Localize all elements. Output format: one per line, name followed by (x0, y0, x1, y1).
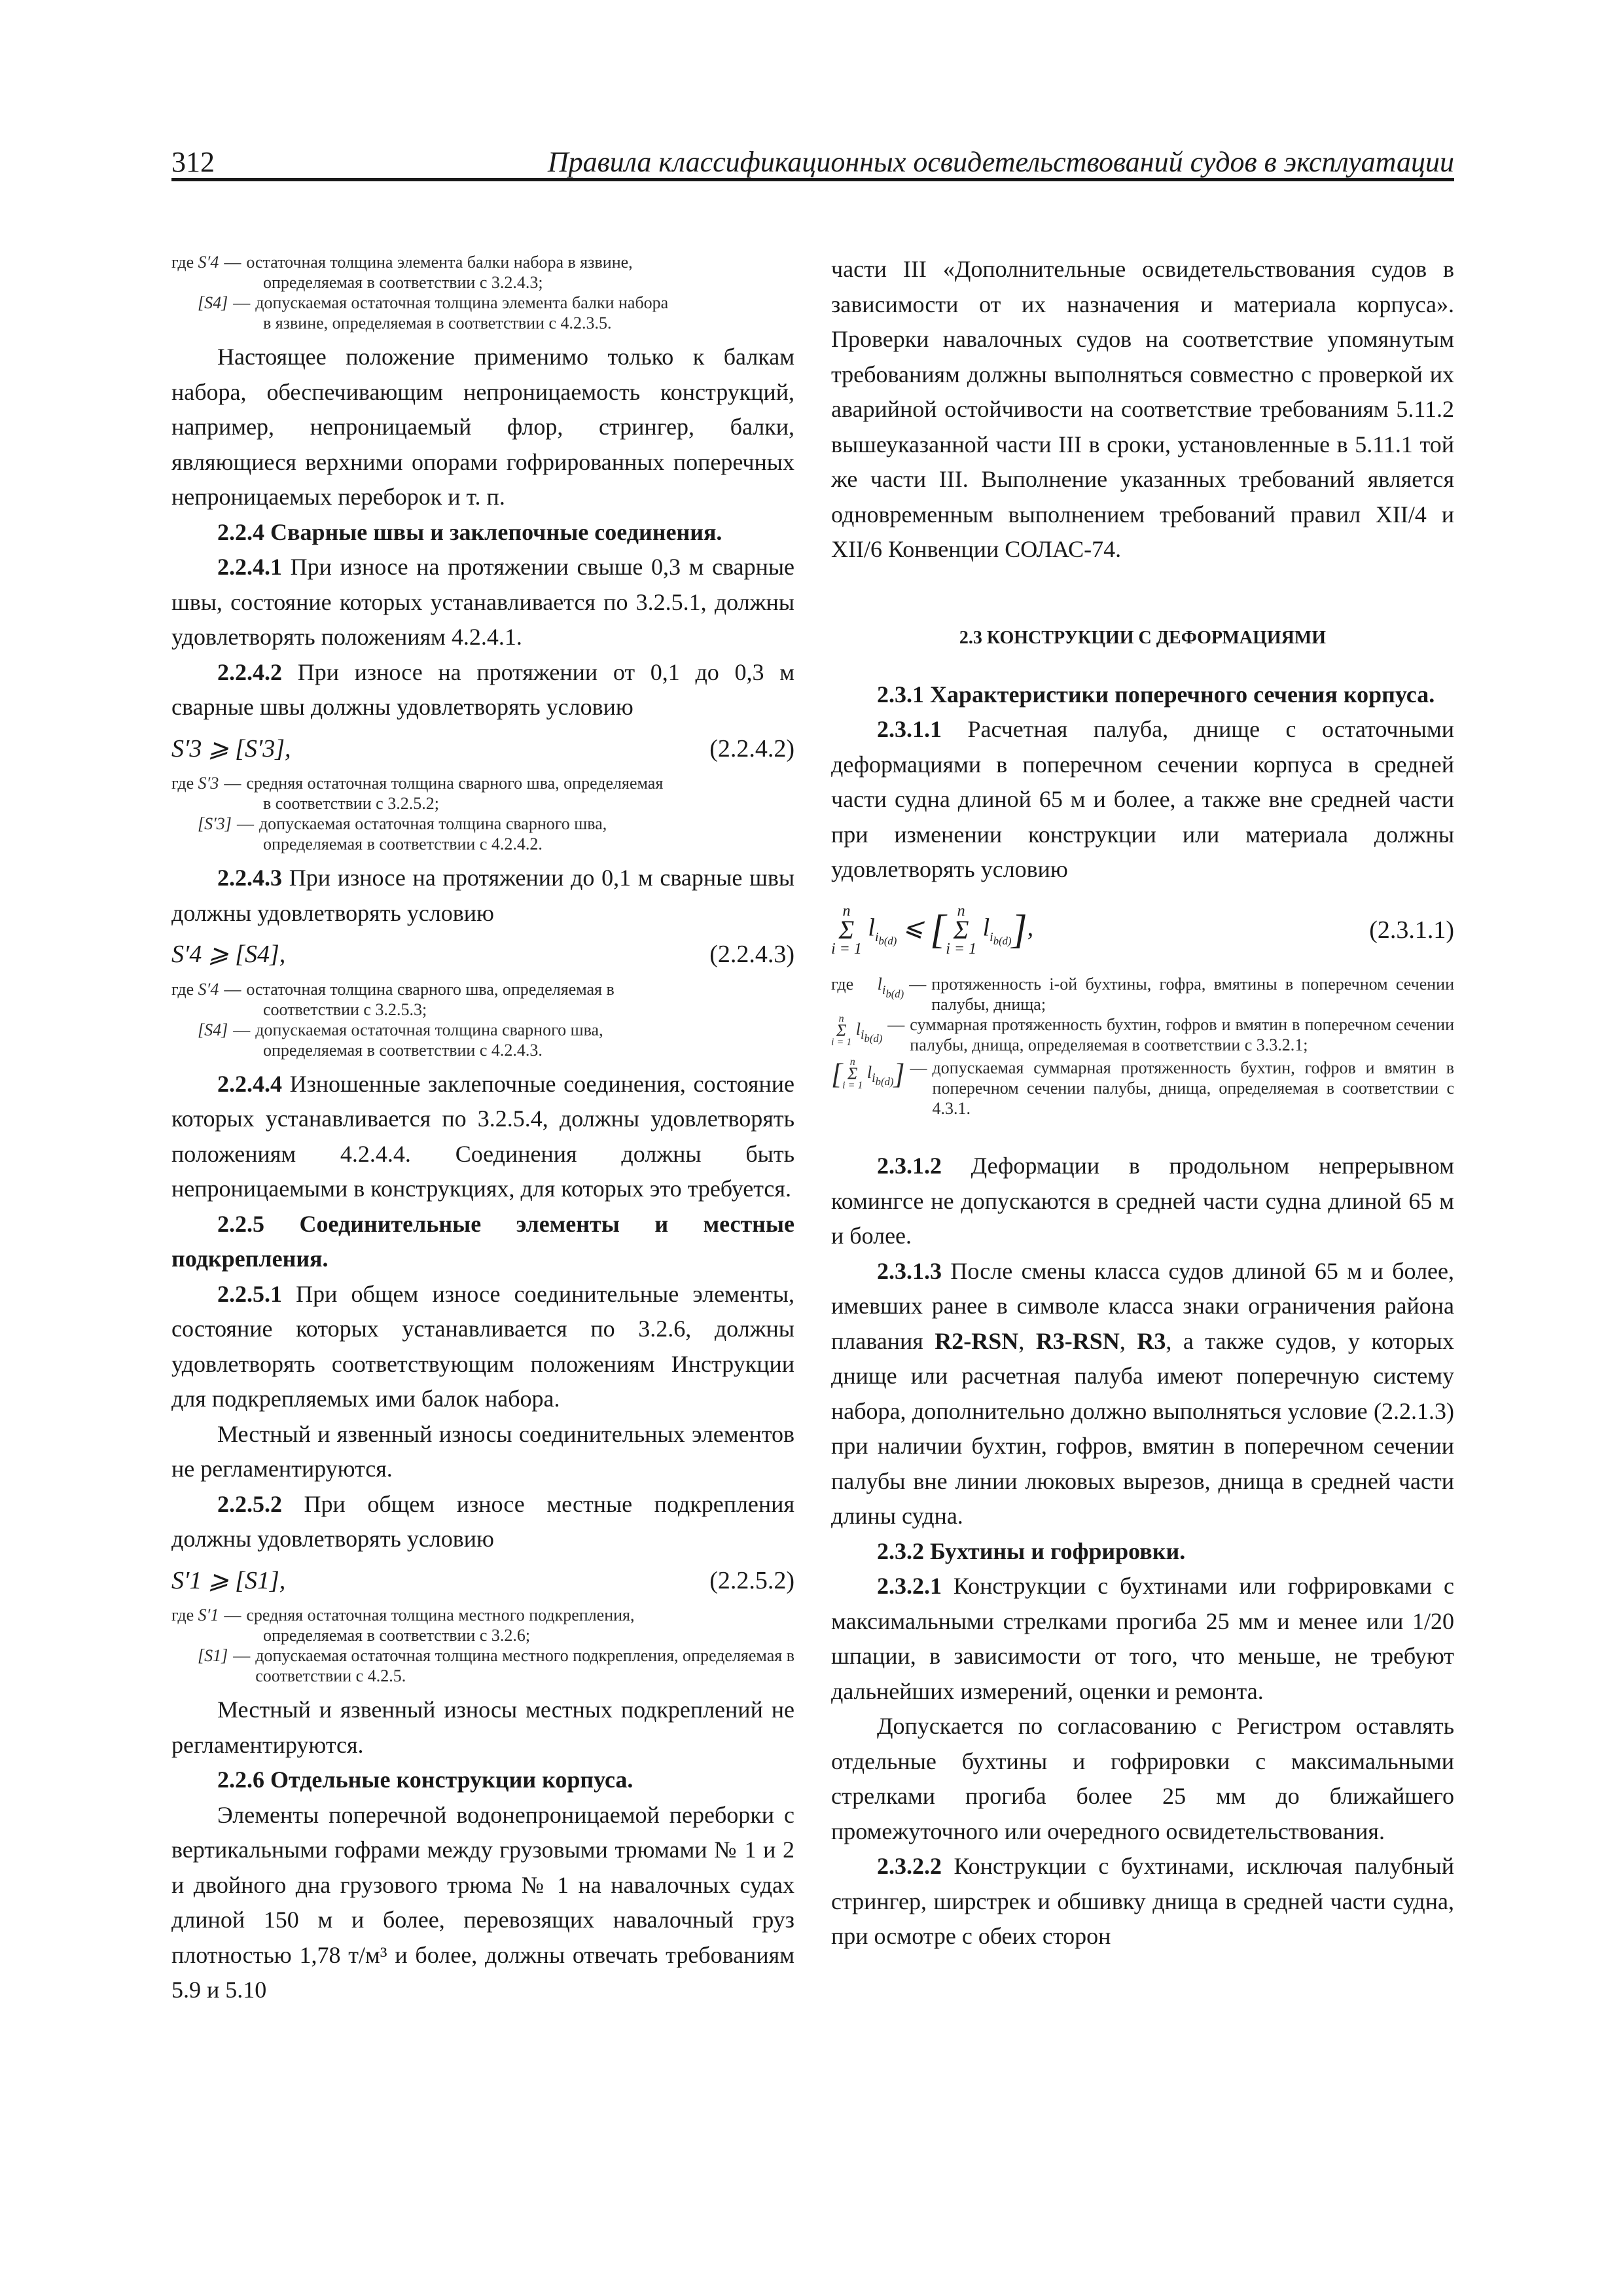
symbol: S′1 (198, 1605, 219, 1624)
clause-number: 2.3.1.3 (877, 1257, 942, 1284)
clause-number: 2.2.4.3 (217, 865, 282, 891)
footnote-desc: допускаемая остаточная толщина сварного шва, (255, 1020, 603, 1039)
clause-text: , а также судов, у которых днище или расчетная палуба имеют поперечную систему набора, дополнительно должно выполняться условие (2.2.1.3) при наличии бухтин, гофров, вмятин в поперечном сечении палубы вне линии люковых вырезов, днища в средней части длины судна. (831, 1327, 1454, 1530)
equation-formula: S′1 ⩾ [S1], (171, 1566, 286, 1594)
paragraph (831, 1569, 1454, 1709)
paragraph (831, 1149, 1454, 1254)
symbol: S′4 (198, 253, 219, 272)
clause-number: 2.3.1.2 (877, 1153, 942, 1179)
paragraph (831, 712, 1454, 888)
clause-number: 2.3.2.1 (877, 1573, 942, 1600)
paragraph (831, 1849, 1454, 1954)
right-column (831, 252, 1454, 1954)
paragraph: части III «Дополнительные освидетельствования судов в зависимости от их назначения и материала корпуса». Проверки навалочных судов на соответствие упомянутым требованиям должны выполняться совместно с проверкой их аварийной остойчивости на соответствие требованиям 5.11.2 вышеуказанной части III в сроки, установленные в 5.11.1 той же части III. Выполнение указанных требований является одновременным выполнением требований правил XII/4 и XII/6 Конвенции СОЛАС-74. (831, 256, 1454, 562)
separator: , (1018, 1327, 1036, 1354)
footnote-prefix: где (831, 975, 858, 994)
equation-formula: S′3 ⩾ [S′3], (171, 734, 291, 762)
clause-text: Изношенные заклепочные соединения, состояние которых устанавливается по 3.2.5.4, должны удовлетворять положениям 4.2.4.4. Соединения должны быть непроницаемыми в конструкциях, для которых это требуется. (171, 1070, 794, 1202)
sum-variable: l (868, 914, 875, 942)
page-number: 312 (171, 146, 215, 178)
symbol: S′3 (198, 774, 219, 793)
footnote-desc: средняя остаточная толщина сварного шва, определяемая (246, 774, 664, 793)
symbol: [S1] (198, 1646, 228, 1665)
section-heading: 2.3.1 Характеристики поперечного сечения корпуса. (877, 681, 1435, 708)
paragraph (831, 1254, 1454, 1534)
footnote-block-2: где S′3 — средняя остаточная толщина сварного шва, определяемая в соответствии с 3.2.5.2; [S′3] — допускаемая остаточная толщина сварного шва, определяемая в соответствии с 4.2.4.2. (171, 773, 794, 854)
page-header (171, 145, 1454, 178)
clause-text: Конструкции с бухтинами, исключая палубный стрингер, ширстрек и обшивку днища в средней части судна, при осмотре с обеих сторон (831, 1853, 1454, 1950)
symbol: [S4] (198, 293, 228, 312)
clause-number: 2.2.5.1 (217, 1280, 282, 1307)
footnote-cont: определяемая в соответствии с 3.2.6; (263, 1626, 531, 1645)
sum-upper: n (842, 902, 851, 920)
footnote-block-4: где S′1 — средняя остаточная толщина местного подкрепления, определяемая в соответствии с 3.2.6; [S1] — допускаемая остаточная толщина местного подкрепления, определяемая в соответствии с 4.2.5. (171, 1605, 794, 1685)
footnote-prefix: где (171, 979, 198, 999)
footnote-cont: в язвине, определяемая в соответствии с 4.2.3.5. (263, 314, 612, 332)
section-heading: 2.2.4 Сварные швы и заклепочные соединения. (217, 518, 722, 545)
clause-text: При износе на протяжении от 0,1 до 0,3 м сварные швы должны удовлетворять условию (171, 658, 794, 720)
area-mark: R3-RSN (1035, 1327, 1120, 1354)
footnote-block-3: где S′4 — остаточная толщина сварного шва, определяемая в соответствии с 3.2.5.3; [S4] — допускаемая остаточная толщина сварного шва, определяемая в соответствии с 4.2.4.3. (171, 979, 794, 1060)
paragraph (171, 1277, 794, 1417)
area-mark: R2-RSN (935, 1327, 1019, 1354)
clause-number: 2.2.4.1 (217, 554, 282, 580)
footnote-desc: допускаемая остаточная толщина местного подкрепления, определяемая в соответствии с 4.2.5. (255, 1646, 794, 1685)
clause-text: Деформации в продольном непрерывном комингсе не допускаются в средней части судна длиной 65 м и более. (831, 1153, 1454, 1249)
clause-number: 2.2.4.4 (217, 1070, 282, 1097)
clause-number: 2.3.1.1 (877, 716, 942, 742)
section-title: 2.3 КОНСТРУКЦИИ С ДЕФОРМАЦИЯМИ (959, 627, 1327, 648)
clause-text: При общем износе местные подкрепления должны удовлетворять условию (171, 1490, 794, 1552)
clause-text: При общем износе соединительные элементы, состояние которых устанавливается по 3.2.6, должны удовлетворять соответствующим положениям Инструкции для подкрепляемых ими балок набора. (171, 1280, 794, 1412)
clause-text: При износе на протяжении свыше 0,3 м сварные швы, состояние которых устанавливается по 3.2.5.1, должны удовлетворять положениям 4.2.4.1. (171, 554, 794, 650)
section-heading: 2.2.5 Соединительные элементы и местные подкрепления. (171, 1210, 794, 1272)
footnote-cont: соответствии с 3.2.5.3; (263, 999, 427, 1019)
clause-text: При износе на протяжении до 0,1 м сварные швы должны удовлетворять условию (171, 865, 794, 926)
area-mark: R3 (1137, 1327, 1166, 1354)
equation (171, 937, 794, 973)
header-rule (171, 178, 1454, 181)
footnote-desc: остаточная толщина элемента балки набора в язвине, (246, 253, 633, 272)
equation (171, 1564, 794, 1599)
equation-number: (2.3.1.1) (1369, 916, 1454, 944)
footnote-prefix: где (171, 253, 198, 272)
clause-number: 2.2.4.2 (217, 658, 282, 685)
footnote-cont: определяемая в соответствии с 4.2.4.3. (263, 1040, 543, 1060)
sum-operator: n Σ i = 1 (831, 902, 862, 958)
paragraph (171, 550, 794, 655)
equation-number: (2.2.5.2) (709, 1566, 794, 1594)
footnote-desc: допускаемая суммарная протяженность бухтин, гофров и вмятин в поперечном сечении палубы, днища, определяемая в соответствии с 4.3.1. (932, 1058, 1454, 1119)
equation-number: (2.2.4.2) (709, 734, 794, 762)
paragraph: Элементы поперечной водонепроницаемой переборки с вертикальными гофрами между грузовыми трюмами № 1 и 2 и двойного дна грузового трюма № 1 на навалочных судах длиной 150 м и более, перевозящих навалочный груз плотностью 1,78 т/м³ и более, должны отвечать требованиям 5.9 и 5.10 (171, 1801, 794, 2003)
clause-number: 2.2.5.2 (217, 1490, 282, 1517)
footnote-block-1: где S′4 — остаточная толщина элемента балки набора в язвине, определяемая в соответствии с 3.2.4.3; [S4] — допускаемая остаточная толщина элемента балки набора в язвине, определяемая в соответствии с 4.2.3.5. (171, 252, 794, 333)
symbol: S′4 (198, 979, 219, 999)
sum-lower: i = 1 (831, 940, 862, 958)
footnote-desc: протяженность i-ой бухтины, гофра, вмятины в поперечном сечении палубы, днища; (931, 975, 1454, 1014)
footnote-prefix: где (171, 1605, 198, 1624)
symbol: [S′3] (198, 814, 232, 833)
footnote-cont: определяемая в соответствии с 4.2.4.2. (263, 834, 543, 853)
footnote-block-5: где $l_{i_{b(d)}}$ — протяженность i-ой бухтины, гофра, вмятины в поперечном сечении палубы, днища; n Σ i = 1 $l_{i_{b(d)}}$ — суммарная протяженность бухтин, гофров и вмятин в поперечном сечении палубы, днища, определяемая в соответствии с 3.3.2.1; [ n Σ i = 1 $l_{i_{b(d)}}$] — допускаемая суммарная протяженность бухтин, гофров и вмятин в поперечном сечении палубы, днища, определяемая в соответствии с 4.3.1. (831, 975, 1454, 1119)
paragraph (171, 1487, 794, 1557)
section-heading: 2.3.2 Бухтины и гофрировки. (877, 1537, 1186, 1564)
symbol: [S4] (198, 1020, 228, 1039)
footnote-desc: средняя остаточная толщина местного подкрепления, (246, 1605, 635, 1624)
section-heading: 2.2.6 Отдельные конструкции корпуса. (217, 1767, 633, 1793)
footnote-cont: определяемая в соответствии с 3.2.4.3; (263, 273, 543, 292)
running-title: Правила классификационных освидетельствований судов в эксплуатации (547, 146, 1454, 178)
equation (171, 732, 794, 767)
paragraph (171, 1067, 794, 1207)
paragraph: Местный и язвенный износы местных подкреплений не регламентируются. (171, 1696, 794, 1758)
footnote-desc: допускаемая остаточная толщина элемента балки набора (255, 293, 669, 312)
equation-formula: n Σ i = 1 $l_{i_{b(d)}}$ ⩽ [ n Σ i = 1 $l_{i_{b(d)}}$], (831, 902, 1034, 958)
footnote-desc: допускаемая остаточная толщина сварного шва, (259, 814, 607, 833)
clause-number: 2.3.2.2 (877, 1853, 942, 1880)
paragraph (171, 655, 794, 725)
equation-number: (2.2.4.3) (709, 941, 794, 968)
equation-formula: S′4 ⩾ [S4], (171, 941, 286, 968)
equation (831, 903, 1454, 959)
footnote-cont: в соответствии с 3.2.5.2; (263, 794, 439, 813)
left-column (171, 252, 794, 2008)
paragraph: Местный и язвенный износы соединительных элементов не регламентируются. (171, 1420, 794, 1482)
clause-text: Расчетная палуба, днище с остаточными деформациями в поперечном сечении корпуса в средней части судна длиной 65 м и более, а также вне средней части при изменении конструкции или материала должны удовлетворять условию (831, 716, 1454, 882)
separator: , (1119, 1327, 1137, 1354)
footnote-prefix: где (171, 774, 198, 793)
clause-text: После смены класса судов длиной 65 м и более, имевших ранее в символе класса знаки ограничения района плавания (831, 1257, 1454, 1354)
paragraph (171, 861, 794, 931)
clause-text: Конструкции с бухтинами или гофрировками с максимальными стрелками прогиба 25 мм и менее или 1/20 шпации, в зависимости от того, что меньше, не требуют дальнейших измерений, оценки и ремонта. (831, 1573, 1454, 1704)
paragraph: Настоящее положение применимо только к балкам набора, обеспечивающим непроницаемость конструкций, например, непроницаемый флор, стрингер, балки, являющиеся верхними опорами гофрированных поперечных непроницаемых переборок и т. п. (171, 344, 794, 510)
paragraph: Допускается по согласованию с Регистром оставлять отдельные бухтины и гофрировки с максимальными стрелками прогиба более 25 мм до ближайшего промежуточного или очередного освидетельствования. (831, 1713, 1454, 1844)
footnote-desc: остаточная толщина сварного шва, определяемая в (246, 979, 615, 999)
footnote-desc: суммарная протяженность бухтин, гофров и вмятин в поперечном сечении палубы, днища, определяемая в соответствии с 3.3.2.1; (910, 1015, 1454, 1055)
